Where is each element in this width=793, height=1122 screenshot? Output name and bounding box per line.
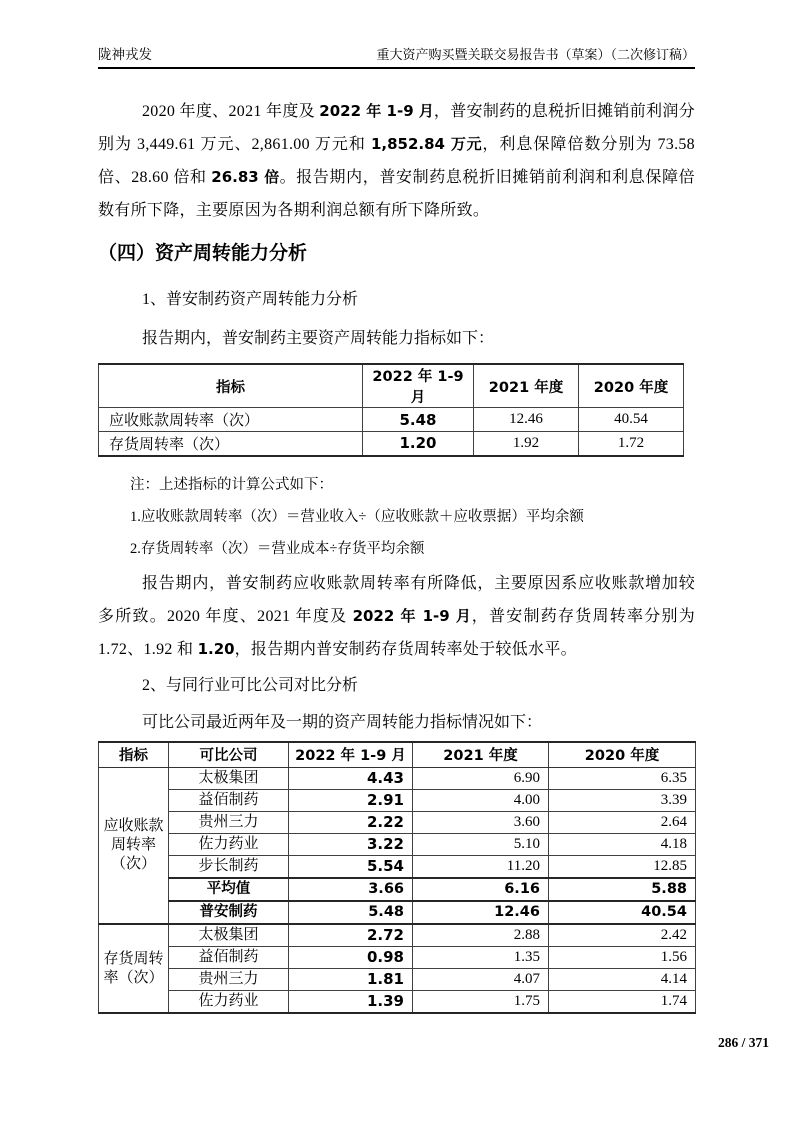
value-cell: 5.54 xyxy=(289,856,413,879)
text-run: 2020 年度、2021 年度及 xyxy=(142,103,320,120)
company-cell: 益佰制药 xyxy=(169,947,289,969)
subsection-2-title: 2、与同行业可比公司对比分析 xyxy=(142,676,359,694)
value-cell: 1.39 xyxy=(289,991,413,1014)
company-cell: 佐力药业 xyxy=(169,991,289,1014)
compare-table-body xyxy=(99,768,696,1014)
table-row xyxy=(99,924,696,947)
paragraph-ebitda xyxy=(98,95,695,227)
company-cell: 益佰制药 xyxy=(169,790,289,812)
indicator-cell: 存货周转率（次） xyxy=(99,432,363,456)
note-line: 2.存货周转率（次）＝营业成本÷存货平均余额 xyxy=(130,540,425,557)
table-row xyxy=(99,432,684,456)
table-row xyxy=(99,856,696,879)
table2-lead-text: 可比公司最近两年及一期的资产周转能力指标情况如下： xyxy=(142,713,543,731)
value-cell: 3.60 xyxy=(413,812,549,834)
value-cell: 40.54 xyxy=(549,901,696,924)
company-cell: 贵州三力 xyxy=(169,969,289,991)
value-cell: 11.20 xyxy=(413,856,549,879)
column-header-2021: 2021 年度 xyxy=(474,364,579,408)
value-cell: 4.07 xyxy=(413,969,549,991)
value-cell: 12.85 xyxy=(549,856,696,879)
table-row xyxy=(99,408,684,432)
company-cell: 普安制药 xyxy=(169,901,289,924)
table-row xyxy=(99,790,696,812)
table-row xyxy=(99,878,696,901)
text-run: 报告期内，普安制药应收账款周转率有所降低，主要原因系应收账款增加较多所致。2020 年度、2021 年度及 xyxy=(98,574,695,625)
value-cell: 12.46 xyxy=(474,408,579,432)
table-row xyxy=(99,901,696,924)
column-header-2021: 2021 年度 xyxy=(413,742,549,768)
text-run: 。报告期内，普安制药息税折旧摊销前利润和利息保障倍数有所下降，主要原因为各期利润总额有所下降所致。 xyxy=(98,169,695,219)
paragraph-turnover-analysis xyxy=(98,567,695,666)
emphasis-text: 2022 年 1-9 月 xyxy=(352,606,472,625)
column-header-2020: 2020 年度 xyxy=(549,742,696,768)
value-cell: 1.20 xyxy=(363,432,474,456)
table-row xyxy=(99,947,696,969)
value-cell: 1.72 xyxy=(579,432,684,456)
note-line: 注：上述指标的计算公式如下： xyxy=(130,476,333,493)
value-cell: 3.66 xyxy=(289,878,413,901)
company-cell: 平均值 xyxy=(169,878,289,901)
text-run: ，报告期内普安制药存货周转率处于较低水平。 xyxy=(234,640,577,658)
value-cell: 2.22 xyxy=(289,812,413,834)
value-cell: 4.14 xyxy=(549,969,696,991)
value-cell: 5.48 xyxy=(289,901,413,924)
emphasis-text: 1.20 xyxy=(197,639,235,658)
value-cell: 3.39 xyxy=(549,790,696,812)
table-row xyxy=(99,812,696,834)
value-cell: 1.75 xyxy=(413,991,549,1014)
value-cell: 3.22 xyxy=(289,834,413,856)
value-cell: 1.74 xyxy=(549,991,696,1014)
value-cell: 5.10 xyxy=(413,834,549,856)
value-cell: 40.54 xyxy=(579,408,684,432)
section-heading: （四）资产周转能力分析 xyxy=(98,242,308,264)
table-row xyxy=(99,768,696,790)
value-cell: 2.64 xyxy=(549,812,696,834)
column-header-indicator: 指标 xyxy=(99,742,169,768)
emphasis-text: 1,852.84 万元 xyxy=(370,135,483,153)
header-company-name: 陇神戎发 xyxy=(98,47,152,62)
value-cell: 4.43 xyxy=(289,768,413,790)
page-content xyxy=(98,0,695,1014)
value-cell: 2.88 xyxy=(413,924,549,947)
value-cell: 12.46 xyxy=(413,901,549,924)
value-cell: 2.72 xyxy=(289,924,413,947)
indicator-group-cell: 存货周转率（次） xyxy=(99,924,169,1013)
page-number: 286 / 371 xyxy=(717,1035,769,1050)
puan-turnover-table xyxy=(98,363,684,457)
column-header-2022: 2022 年 1-9 月 xyxy=(363,364,474,408)
indicator-group-cell: 应收账款周转率（次） xyxy=(99,768,169,925)
company-cell: 太极集团 xyxy=(169,768,289,790)
company-cell: 太极集团 xyxy=(169,924,289,947)
value-cell: 1.92 xyxy=(474,432,579,456)
note-line: 1.应收账款周转率（次）＝营业收入÷（应收账款＋应收票据）平均余额 xyxy=(130,508,584,525)
table1-lead-text: 报告期内，普安制药主要资产周转能力指标如下： xyxy=(142,330,495,347)
value-cell: 5.88 xyxy=(549,878,696,901)
peer-comparison-table xyxy=(98,741,696,1015)
text-run: ，普安制药的息税折旧摊销前利润分别为 3,449.61 万元、2,861.00 万元和 xyxy=(98,103,695,153)
value-cell: 5.48 xyxy=(363,408,474,432)
turnover-table-body xyxy=(99,408,684,456)
page-header xyxy=(98,0,695,69)
table-row xyxy=(99,834,696,856)
company-cell: 贵州三力 xyxy=(169,812,289,834)
column-header-company: 可比公司 xyxy=(169,742,289,768)
text-run: ，普安制药存货周转率分别为 1.72、1.92 和 xyxy=(98,607,696,658)
value-cell: 0.98 xyxy=(289,947,413,969)
value-cell: 1.56 xyxy=(549,947,696,969)
value-cell: 6.90 xyxy=(413,768,549,790)
column-header-indicator: 指标 xyxy=(99,364,363,408)
subsection-1-title: 1、普安制药资产周转能力分析 xyxy=(142,291,359,308)
value-cell: 6.16 xyxy=(413,878,549,901)
column-header-2022: 2022 年 1-9 月 xyxy=(289,742,413,768)
value-cell: 1.35 xyxy=(413,947,549,969)
header-report-title: 重大资产购买暨关联交易报告书（草案）（二次修订稿） xyxy=(376,47,695,62)
value-cell: 1.81 xyxy=(289,969,413,991)
emphasis-text: 2022 年 1-9 月 xyxy=(319,102,434,120)
column-header-2020: 2020 年度 xyxy=(579,364,684,408)
value-cell: 6.35 xyxy=(549,768,696,790)
table-header-row xyxy=(99,364,684,408)
text-run: ，利息保障倍数分别为 73.58 倍、28.60 倍和 xyxy=(98,136,695,186)
value-cell: 4.00 xyxy=(413,790,549,812)
indicator-cell: 应收账款周转率（次） xyxy=(99,408,363,432)
value-cell: 4.18 xyxy=(549,834,696,856)
table-row xyxy=(99,969,696,991)
table1-notes xyxy=(98,469,695,565)
value-cell: 2.91 xyxy=(289,790,413,812)
table-header-row xyxy=(99,742,696,768)
company-cell: 步长制药 xyxy=(169,856,289,879)
table-row xyxy=(99,991,696,1014)
company-cell: 佐力药业 xyxy=(169,834,289,856)
emphasis-text: 26.83 倍 xyxy=(211,168,280,186)
value-cell: 2.42 xyxy=(549,924,696,947)
